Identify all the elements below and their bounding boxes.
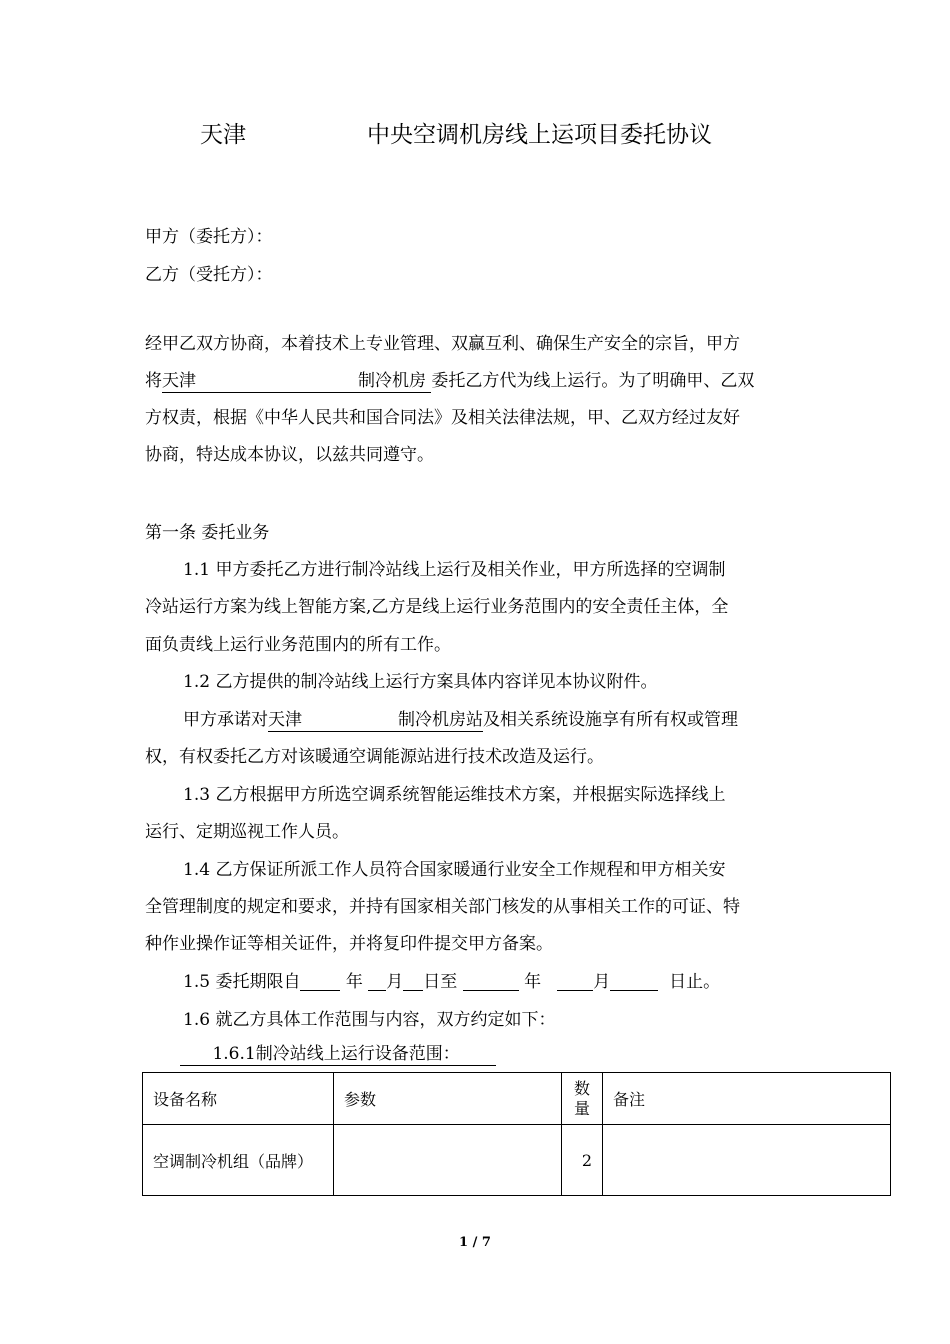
- row-notes: [603, 1125, 891, 1196]
- article-1-heading: 第一条 委托业务: [145, 523, 270, 543]
- term-end: 日止。: [669, 972, 721, 992]
- end-month-blank[interactable]: [557, 970, 593, 991]
- header-quantity-1: 数: [573, 1078, 590, 1098]
- section-1-5-term: [183, 967, 720, 992]
- term-month: 月: [386, 972, 404, 992]
- ownership-city: 天津: [268, 710, 302, 730]
- ownership-suffix: 及相关系统设施享有所有权或管理: [483, 710, 738, 730]
- section-1-6-1: [180, 1043, 496, 1066]
- party-b-label: 乙方（受托方）：: [145, 265, 273, 285]
- section-1-6: 1.6 就乙方具体工作范围与内容，双方约定如下：: [183, 1010, 556, 1030]
- header-equipment-name: 设备名称: [143, 1073, 334, 1125]
- title-city: 天津: [200, 122, 246, 148]
- term-label: 1.5 委托期限自: [183, 972, 301, 992]
- term-year-2: 年: [524, 972, 542, 992]
- ownership-facility: 制冷机房站: [398, 710, 483, 730]
- title-main: 中央空调机房线上运项目委托协议: [367, 122, 712, 148]
- intro-line-2: [145, 363, 810, 400]
- end-year-blank[interactable]: [463, 970, 519, 991]
- section-1-1-line-2: 冷站运行方案为线上智能方案,乙方是线上运行业务范围内的安全责任主体，全: [145, 597, 729, 617]
- ownership-line-2: 权，有权委托乙方对该暖通空调能源站进行技术改造及运行。: [145, 747, 604, 767]
- section-1-4-line-1: 1.4 乙方保证所派工作人员符合国家暖通行业安全工作规程和甲方相关安: [183, 860, 726, 880]
- term-month-2: 月: [593, 972, 611, 992]
- equipment-table: [142, 1072, 891, 1196]
- ownership-prefix: 甲方承诺对: [183, 710, 268, 730]
- section-1-1-line-3: 面负责线上运行业务范围内的所有工作。: [145, 635, 451, 655]
- end-day-blank[interactable]: [610, 970, 658, 991]
- ownership-facility-underlined: [268, 709, 483, 732]
- intro-city: 天津: [162, 371, 196, 391]
- header-quantity: [562, 1073, 603, 1125]
- intro-line-2-suffix: 委托乙方代为线上运行。为了明确甲、乙双: [431, 371, 755, 391]
- start-month-blank[interactable]: [368, 970, 386, 991]
- ownership-line-1: [183, 705, 738, 732]
- start-day-blank[interactable]: [403, 970, 423, 991]
- party-a-label: 甲方（委托方）：: [145, 227, 273, 247]
- page-number: 1 / 7: [459, 1235, 491, 1250]
- header-params: 参数: [334, 1073, 562, 1125]
- section-1-3-line-2: 运行、定期巡视工作人员。: [145, 822, 349, 842]
- intro-line-2-prefix: 将: [145, 371, 162, 391]
- intro-paragraph: [145, 326, 810, 474]
- table-row: [143, 1125, 891, 1196]
- section-1-4-line-3: 种作业操作证等相关证件，并将复印件提交甲方备案。: [145, 934, 553, 954]
- start-year-blank[interactable]: [300, 970, 340, 991]
- section-1-4-line-2: 全管理制度的规定和要求，并持有国家相关部门核发的从事相关工作的可证、特: [145, 897, 740, 917]
- row-quantity: 2: [562, 1125, 603, 1196]
- section-1-2: 1.2 乙方提供的制冷站线上运行方案具体内容详见本协议附件。: [183, 672, 658, 692]
- table-header-row: [143, 1073, 891, 1125]
- intro-line-4: 协商，特达成本协议，以兹共同遵守。: [145, 445, 434, 465]
- intro-line-3: 方权责，根据《中华人民共和国合同法》及相关法律法规，甲、乙双方经过友好: [145, 408, 740, 428]
- section-1-6-1-text: 1.6.1制冷站线上运行设备范围：: [212, 1044, 460, 1064]
- section-1-1-line-1: 1.1 甲方委托乙方进行制冷站线上运行及相关作业，甲方所选择的空调制: [183, 560, 726, 580]
- intro-facility-underlined: [162, 370, 431, 393]
- header-quantity-2: 量: [573, 1098, 590, 1118]
- document-title: [0, 116, 950, 152]
- term-day-to: 日至: [423, 972, 458, 992]
- header-notes: 备注: [603, 1073, 891, 1125]
- section-1-3-line-1: 1.3 乙方根据甲方所选空调系统智能运维技术方案，并根据实际选择线上: [183, 785, 726, 805]
- row-equipment-name: 空调制冷机组（品牌）: [143, 1125, 334, 1196]
- row-params: [334, 1125, 562, 1196]
- intro-facility: 制冷机房: [358, 371, 426, 391]
- intro-line-1: 经甲乙双方协商，本着技术上专业管理、双赢互利、确保生产安全的宗旨，甲方: [145, 334, 740, 354]
- term-year: 年: [345, 972, 363, 992]
